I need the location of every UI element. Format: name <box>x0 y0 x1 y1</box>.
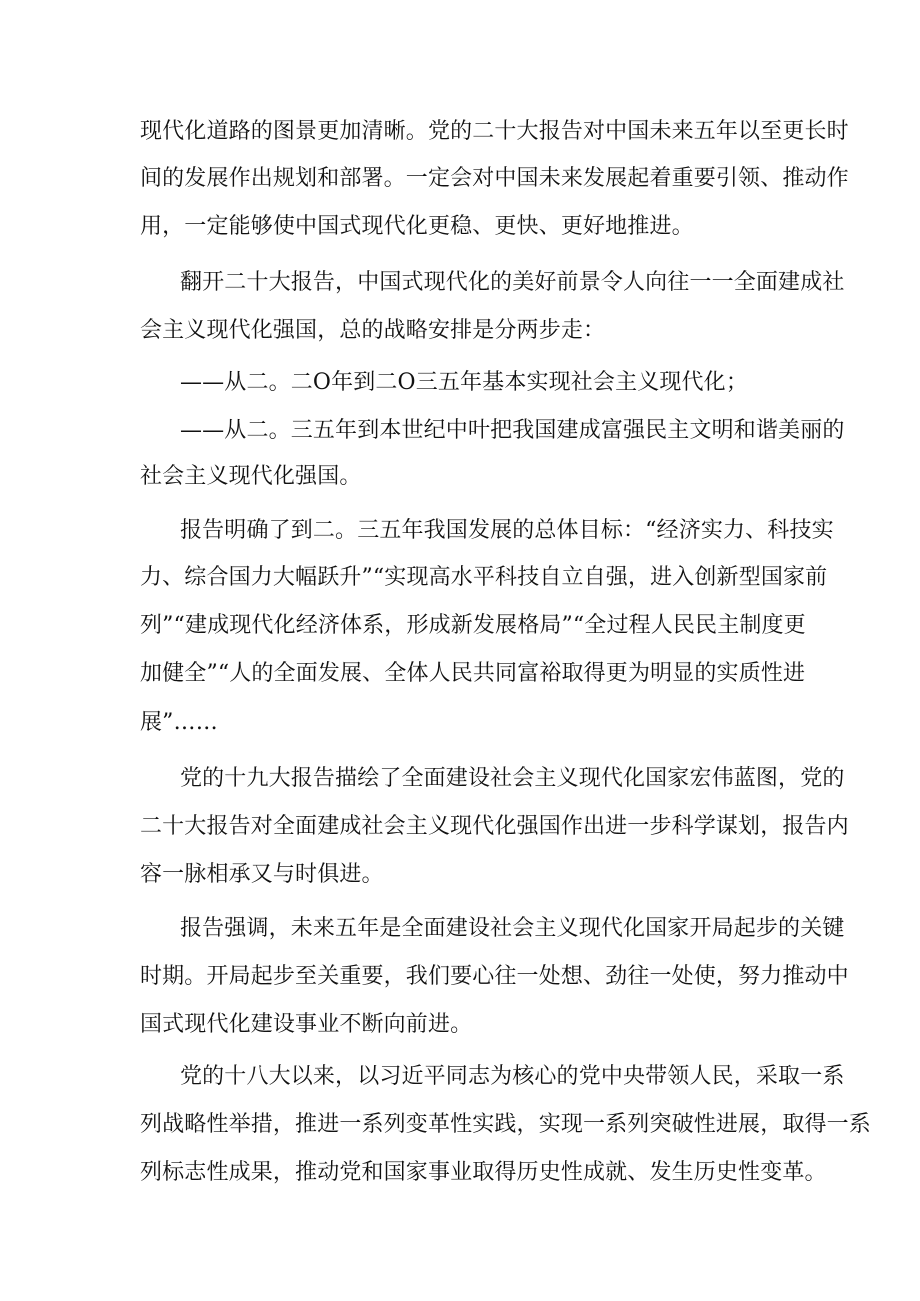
paragraph-3-line-5: 展”…… <box>140 710 218 735</box>
paragraph-4-line-2: 二十大报告对全面建成社会主义现代化强国作出进一步科学谋划，报告内 <box>140 814 849 839</box>
list-item-2-line-2: 社会主义现代化强国。 <box>140 464 362 489</box>
paragraph-4-line-1: 党的十九大报告描绘了全面建设社会主义现代化国家宏伟蓝图，党的 <box>180 766 845 791</box>
paragraph-5-line-3: 国式现代化建设事业不断向前进。 <box>140 1012 473 1037</box>
paragraph-6-line-1: 党的十八大以来，以习近平同志为核心的党中央带领人民，采取一系 <box>180 1064 845 1089</box>
list-item-1: ——从二。二O年到二O三五年基本实现社会主义现代化； <box>180 370 748 395</box>
paragraph-1-line-2: 间的发展作出规划和部署。一定会对中国未来发展起着重要引领、推动作 <box>140 166 849 191</box>
paragraph-5-line-2: 时期。开局起步至关重要，我们要心往一处想、劲往一处使，努力推动中 <box>140 964 849 989</box>
paragraph-2-line-1: 翻开二十大报告，中国式现代化的美好前景令人向往一一全面建成社 <box>180 270 845 295</box>
paragraph-6-line-2: 列战略性举措，推进一系列变革性实践，实现一系列突破性进展，取得一系 <box>140 1112 871 1137</box>
paragraph-3-line-1: 报告明确了到二。三五年我国发展的总体目标：“经济实力、科技实 <box>180 518 834 543</box>
paragraph-6-line-3: 列标志性成果，推动党和国家事业取得历史性成就、发生历史性变革。 <box>140 1160 827 1185</box>
paragraph-1-line-3: 用，一定能够使中国式现代化更稳、更快、更好地推进。 <box>140 214 694 239</box>
paragraph-3-line-2: 力、综合国力大幅跃升”“实现高水平科技自立自强，进入创新型国家前 <box>140 565 828 590</box>
paragraph-3-line-4: 加健全”“人的全面发展、全体人民共同富裕取得更为明显的实质性进 <box>140 661 806 686</box>
paragraph-4-line-3: 容一脉相承又与时俱进。 <box>140 862 384 887</box>
paragraph-5-line-1: 报告强调，未来五年是全面建设社会主义现代化国家开局起步的关键 <box>180 916 845 941</box>
paragraph-1-line-1: 现代化道路的图景更加清晰。党的二十大报告对中国未来五年以至更长时 <box>140 119 849 144</box>
paragraph-3-line-3: 列”“建成现代化经济体系，形成新发展格局”“全过程人民民主制度更 <box>140 613 806 638</box>
list-item-2-line-1: ——从二。三五年到本世纪中叶把我国建成富强民主文明和谐美丽的 <box>180 418 845 443</box>
paragraph-2-line-2: 会主义现代化强国，总的战略安排是分两步走： <box>140 318 606 343</box>
